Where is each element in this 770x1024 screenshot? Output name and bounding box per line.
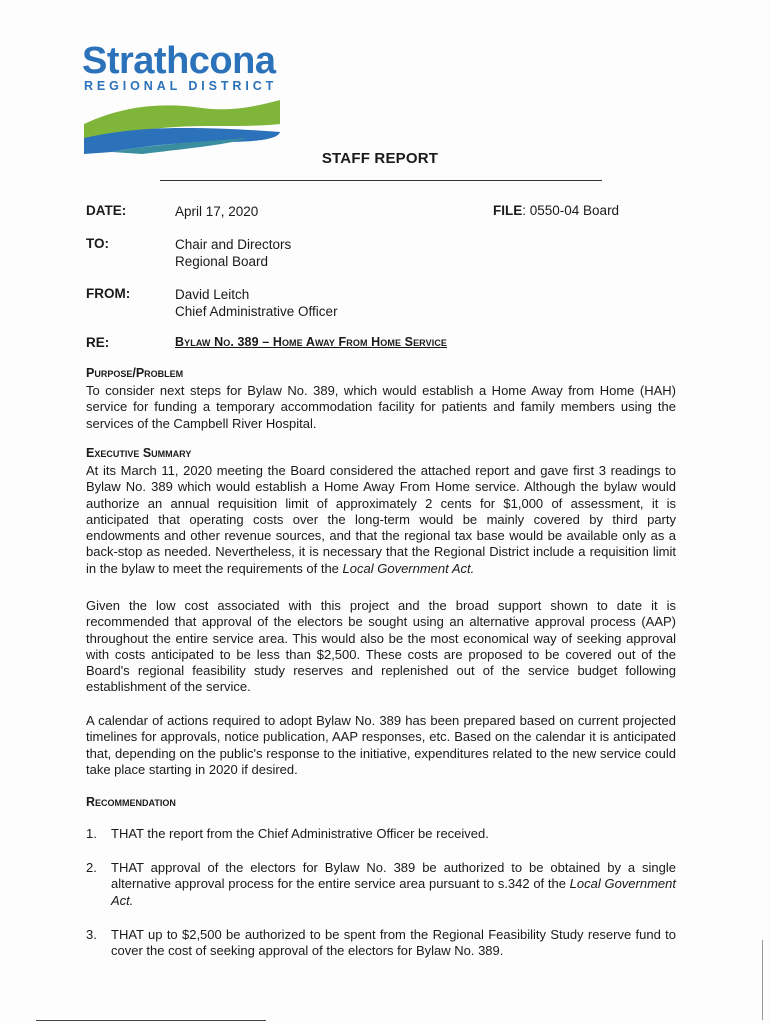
re-label: RE: <box>86 335 110 350</box>
strathcona-logo <box>82 42 282 152</box>
from-label: FROM: <box>86 286 131 301</box>
to-value <box>175 236 291 270</box>
re-subject: Bylaw No. 389 – Home Away From Home Service <box>175 335 448 349</box>
footer-divider <box>36 1020 266 1021</box>
summary-heading: Executive Summary <box>86 446 192 460</box>
to-line-2: Regional Board <box>175 254 269 269</box>
file-label: FILE <box>493 203 523 218</box>
recommendation-text <box>111 860 676 909</box>
from-line-2: Chief Administrative Officer <box>175 304 338 319</box>
recommendation-heading: Recommendation <box>86 795 176 809</box>
from-line-1: David Leitch <box>175 287 250 302</box>
logo-name: Strathcona <box>82 40 276 82</box>
logo-subtitle: REGIONAL DISTRICT <box>84 79 278 93</box>
summary-paragraph-3: A calendar of actions required to adopt Bylaw No. 389 has been prepared based on current projected timelines for approvals, notice publication, AAP responses, etc. Based on the calendar it is anticipated that, depending on the public's response to the initiative, expenditures related to the new service could take place starting in 2020 if desired. <box>86 713 676 777</box>
recommendation-number: 3. <box>86 927 97 942</box>
scan-edge-line <box>762 940 763 1020</box>
to-line-1: Chair and Directors <box>175 237 292 252</box>
report-title: STAFF REPORT <box>321 150 439 167</box>
recommendation-number: 1. <box>86 826 97 841</box>
summary-paragraph-2: Given the low cost associated with this project and the broad support shown to date it is recommended that approval of the electors be sought using an alternative approval process (AAP) throughout the entire service area. This would also be the most economical way of seeking approval with costs anticipated to be less than $2,500. These costs are proposed to be covered out of the Board's regional feasibility study reserves and replenished out of the service budget following establishment of the service. <box>86 598 676 695</box>
file-value: : 0550-04 Board <box>522 203 620 218</box>
summary-paragraph-1 <box>86 463 676 577</box>
title-divider <box>160 180 602 181</box>
summary-paragraph-1-text: At its March 11, 2020 meeting the Board considered the attached report and gave first 3 readings to Bylaw No. 389 which would establish a Home Away From Home service. Although the bylaw would authorize an annual requisition limit of approximately 2 cents for $1,000 of assessment, it is anticipated that operating costs over the long-term would be mainly covered by third party endowments and other revenue sources, and that the regional tax base would be available only as a back-stop as needed. Nevertheless, it is necessary that the Regional District include a requisition limit in the bylaw to meet the requirements of the <box>86 463 676 576</box>
date-label: DATE: <box>86 203 127 218</box>
date-value: April 17, 2020 <box>175 204 259 219</box>
purpose-text: To consider next steps for Bylaw No. 389, which would establish a Home Away from Home (HAH) service for funding a temporary accommodation facility for patients and family members using the services of the Campbell River Hospital. <box>86 383 676 431</box>
recommendation-text: THAT up to $2,500 be authorized to be spent from the Regional Feasibility Study reserve fund to cover the cost of seeking approval of the electors for Bylaw No. 389. <box>111 927 676 959</box>
local-government-act-reference: Local Government Act. <box>111 876 676 908</box>
recommendation-text-body: THAT approval of the electors for Bylaw No. 389 be authorized to be obtained by a single alternative approval process for the entire service area pursuant to s.342 of the <box>111 860 676 892</box>
local-government-act-reference: Local Government Act. <box>342 560 475 576</box>
landscape-logo-icon <box>82 94 282 154</box>
recommendation-text: THAT the report from the Chief Administrative Officer be received. <box>111 826 489 841</box>
recommendation-number: 2. <box>86 860 97 875</box>
to-label: TO: <box>86 236 109 251</box>
purpose-heading: Purpose/Problem <box>86 366 184 380</box>
file-reference <box>493 203 619 218</box>
from-value <box>175 286 338 320</box>
